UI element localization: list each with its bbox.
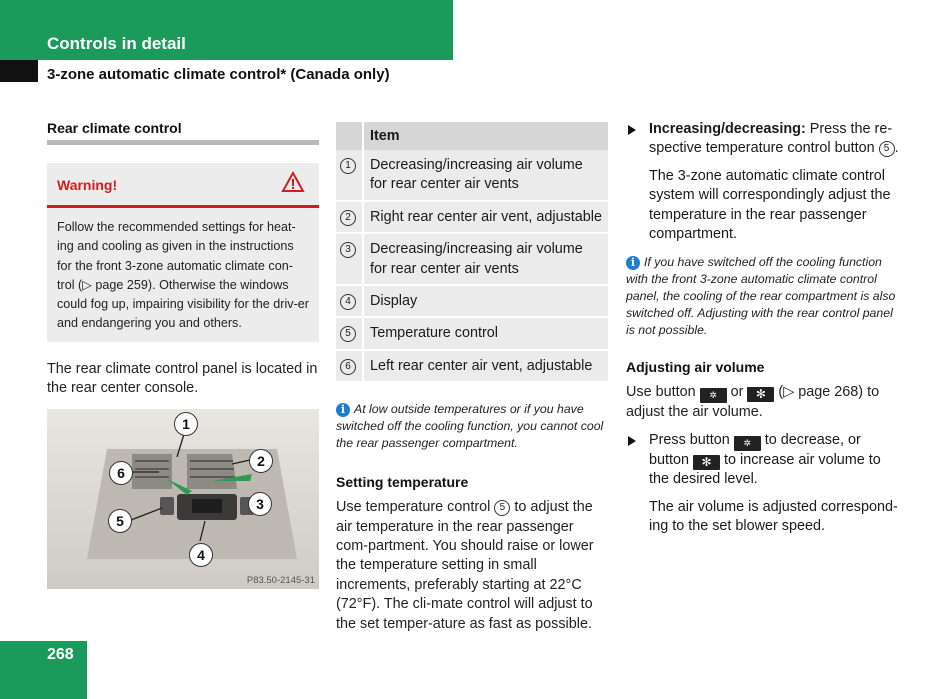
page-subtitle: 3-zone automatic climate control* (Canada only) xyxy=(47,66,390,83)
bullet-text: Press button xyxy=(649,431,730,448)
air-volume-result-text: The air volume is adjusted correspond-ing to the set blower speed. xyxy=(649,498,898,535)
air-text-part: or xyxy=(730,384,744,401)
item-text: Right rear center air vent, adjustable xyxy=(363,201,608,233)
photo-callout-5: 5 xyxy=(108,509,132,533)
temp-text-part: to adjust the air temperature in the rear passenger com-partment. You should raise or lower the temperature setting in small increments, preferably starting at 22°C (72°F). The cli-mate control will adjust to the set temper-ature as fast as possible. xyxy=(336,499,594,632)
ref-number: 5 xyxy=(494,500,510,516)
item-number: 5 xyxy=(340,326,356,342)
item-text: Left rear center air vent, adjustable xyxy=(363,350,608,382)
photo-callout-2: 2 xyxy=(249,449,273,473)
temp-text-part: Use temperature control xyxy=(336,499,491,516)
fan-increase-icon: ✻ xyxy=(747,387,774,402)
item-number: 3 xyxy=(340,242,356,258)
warning-box xyxy=(47,163,319,342)
info-icon: i xyxy=(336,403,350,417)
warning-text: Follow the recommended settings for heat-ing and cooling as given in the instructions for the front 3-zone automatic climate con-trol (▷ page 259). Otherwise the windows could fog up, impairing visibility for the driv-er and endangering you and others. xyxy=(57,220,309,331)
fan-decrease-icon: ✲ xyxy=(734,436,761,451)
warning-header xyxy=(47,163,319,208)
item-text: Temperature control xyxy=(363,317,608,349)
bullet-end: . xyxy=(894,140,899,157)
air-volume-text xyxy=(626,383,902,422)
items-table xyxy=(336,122,608,383)
table-header-num xyxy=(336,122,363,150)
photo-callout-3: 3 xyxy=(248,492,272,516)
ref-number: 5 xyxy=(879,141,895,157)
photo-callout-6: 6 xyxy=(109,461,133,485)
item-number: 2 xyxy=(340,210,356,226)
warning-triangle-icon xyxy=(281,171,305,193)
setting-temperature-text xyxy=(336,498,608,634)
bullet-bold-label: Increasing/decreasing: xyxy=(649,121,806,137)
air-text-part: Use button xyxy=(626,384,696,401)
section-header-bar xyxy=(0,0,453,60)
bullet-text: to decrease, or button xyxy=(649,431,861,468)
table-row xyxy=(336,233,608,285)
heading-rule xyxy=(47,140,319,145)
info-icon: i xyxy=(626,256,640,270)
item-text: Decreasing/increasing air volume for rear center air vents xyxy=(363,233,608,285)
adjust-result-text: The 3-zone automatic climate control system will correspondingly adjust the temperature in the rear passenger compartment. xyxy=(649,167,891,243)
info-note-text: If you have switched off the cooling function with the front 3-zone automatic climate control panel, the cooling of the rear compartment is also switched off. Adjusting with the rear control panel is not possible. xyxy=(626,255,896,338)
section-title: Controls in detail xyxy=(47,34,186,53)
item-number: 4 xyxy=(340,294,356,310)
photo-reference-code: P83.50-2145-31 xyxy=(246,574,315,586)
bullet-arrow-icon xyxy=(628,125,636,135)
adjusting-air-volume-heading: Adjusting air volume xyxy=(626,359,765,376)
bullet-text: to increase air volume to the desired level. xyxy=(649,451,881,488)
warning-label: Warning! xyxy=(57,177,118,193)
rear-console-photo xyxy=(47,409,319,589)
rear-climate-heading: Rear climate control xyxy=(47,120,182,136)
item-text: Decreasing/increasing air volume for rear center air vents xyxy=(363,150,608,201)
photo-callout-1: 1 xyxy=(174,412,198,436)
setting-temperature-heading: Setting temperature xyxy=(336,474,469,491)
bullet-text: Press the re-spective temperature control button xyxy=(649,121,893,157)
table-row xyxy=(336,350,608,382)
air-text-part: (▷ page 268) to adjust the air volume. xyxy=(626,384,880,421)
table-row xyxy=(336,285,608,317)
page-number-tab xyxy=(0,641,87,699)
info-note-low-temp xyxy=(336,401,608,452)
column-middle xyxy=(336,122,608,634)
location-text: The rear climate control panel is located in the rear center console. xyxy=(47,360,318,397)
table-row xyxy=(336,150,608,201)
console-illustration xyxy=(47,409,319,589)
header-tab-marker xyxy=(0,60,38,82)
item-number: 6 xyxy=(340,359,356,375)
bullet-arrow-icon xyxy=(628,436,636,446)
bullet-press-button xyxy=(626,431,902,490)
info-note-text: At low outside temperatures or if you have switched off the cooling function, you cannot cool the rear passenger compartment. xyxy=(336,402,604,451)
item-text: Display xyxy=(363,285,608,317)
table-header-row xyxy=(336,122,608,150)
fan-decrease-icon: ✲ xyxy=(700,388,727,403)
bullet-increase-decrease xyxy=(626,120,902,159)
item-number: 1 xyxy=(340,158,356,174)
table-row xyxy=(336,317,608,349)
fan-increase-icon: ✻ xyxy=(693,455,720,470)
table-row xyxy=(336,201,608,233)
info-note-cooling xyxy=(626,254,902,339)
page-number: 268 xyxy=(47,646,74,663)
photo-callout-4: 4 xyxy=(189,543,213,567)
table-header-item: Item xyxy=(363,122,608,150)
column-left xyxy=(47,120,319,589)
column-right xyxy=(626,120,902,536)
